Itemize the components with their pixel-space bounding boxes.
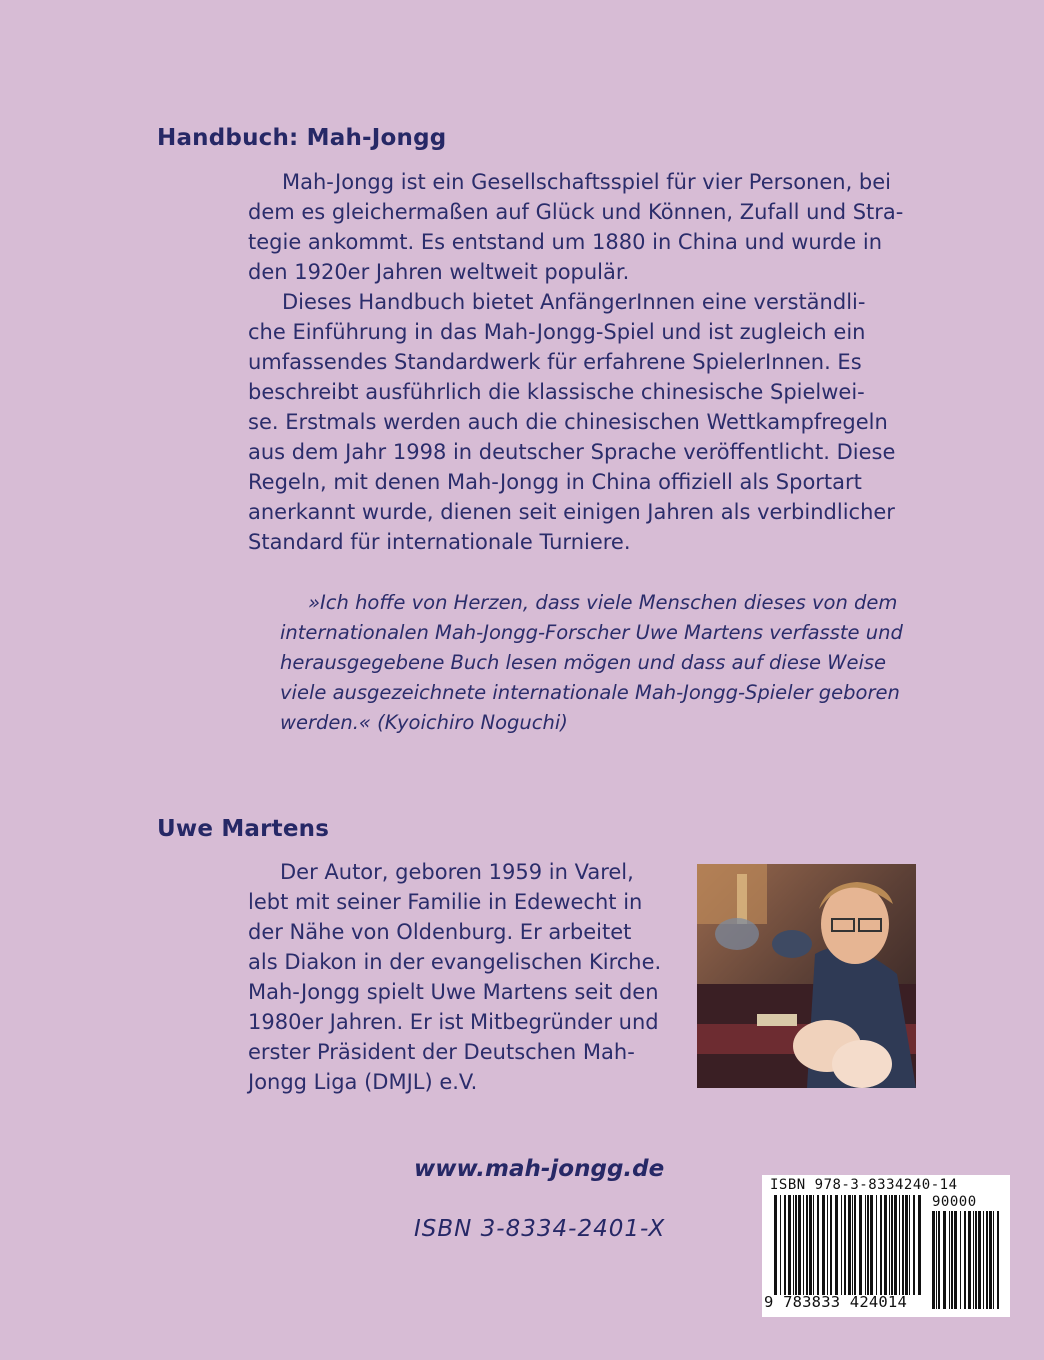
barcode-bar [841,1195,842,1295]
barcode-bar [876,1195,877,1295]
barcode-bar [989,1211,992,1309]
barcode-bar [899,1195,900,1295]
text-line: aus dem Jahr 1998 in deutscher Sprache veröffentlicht. Diese [248,440,896,464]
bio-line: 1980er Jahren. Er ist Mitbegründer und [248,1010,659,1034]
barcode-bar [870,1195,873,1295]
barcode-bar [891,1195,893,1295]
barcode-bar [918,1195,921,1295]
author-photo [697,864,916,1088]
barcode-bar [859,1195,862,1295]
barcode-bar [949,1211,950,1309]
bio-line: erster Präsident der Deutschen Mah- [248,1040,635,1064]
text-line: beschreibt ausführlich die klassische chinesische Spielwei- [248,380,865,404]
barcode-bar [964,1211,966,1309]
barcode-bar [884,1195,887,1295]
text-line: se. Erstmals werden auch die chinesischen Wettkampfregeln [248,410,888,434]
barcode-bar [975,1211,977,1309]
barcode-bar [803,1195,804,1295]
author-photo-illustration [697,864,916,1088]
section-heading-author: Uwe Martens [157,816,330,842]
text-line: Dieses Handbuch bietet AnfängerInnen eine verständli- [282,290,866,314]
barcode-bar [986,1211,988,1309]
barcode-bar [943,1211,946,1309]
barcode-bar [784,1195,786,1295]
barcode-bar [844,1195,846,1295]
text-line: che Einführung in das Mah-Jongg-Spiel und ist zugleich ein [248,320,866,344]
barcode-bar [795,1195,797,1295]
quote-line: viele ausgezeichnete internationale Mah-Jongg-Spieler geboren [280,681,900,704]
barcode-bar [960,1211,961,1309]
barcode-bar [951,1211,953,1309]
barcode-bar [936,1211,937,1309]
barcode-bar [788,1195,791,1295]
text-line: Mah-Jongg ist ein Gesellschaftsspiel für vier Personen, bei [282,170,892,194]
barcode-bar [913,1195,915,1295]
testimonial-quote [280,588,920,738]
barcode-bar [830,1195,832,1295]
quote-line: werden.« (Kyoichiro Noguchi) [280,711,568,734]
barcode-bar [905,1195,908,1295]
author-bio [248,857,678,1097]
barcode-bar [827,1195,828,1295]
quote-line: herausgegebene Buch lesen mögen und dass auf diese Weise [280,651,887,674]
text-line: tegie ankommt. Es entstand um 1880 in China und wurde in [248,230,883,254]
barcode-bar [809,1195,812,1295]
bio-line: lebt mit seiner Familie in Edewecht in [248,890,643,914]
section-heading-handbook: Handbuch: Mah-Jongg [157,125,447,151]
barcode-bar [852,1195,853,1295]
text-line: den 1920er Jahren weltweit populär. [248,260,630,284]
barcode-bar [813,1195,814,1295]
quote-line: »Ich hoffe von Herzen, dass viele Menschen dieses von dem [308,591,898,614]
barcode-bar [774,1195,777,1295]
barcode-bar [902,1195,904,1295]
barcode-bar [983,1211,984,1309]
barcode-bar [848,1195,851,1295]
bio-line: als Diakon in der evangelischen Kirche. [248,950,662,974]
barcode-addon: 90000 [932,1194,977,1210]
barcode-bar [798,1195,801,1295]
bio-line: der Nähe von Oldenburg. Er arbeitet [248,920,632,944]
barcode-bar [954,1211,957,1309]
barcode-bar [793,1195,794,1295]
barcode-bar [938,1211,940,1309]
barcode-bar [867,1195,869,1295]
barcode-bar [894,1195,897,1295]
barcode-isbn: ISBN 978-3-8334240-14 [770,1177,958,1193]
text-line: Regeln, mit denen Mah-Jongg in China offiziell als Sportart [248,470,862,494]
text-line: dem es gleichermaßen auf Glück und Können, Zufall und Stra- [248,200,904,224]
barcode-bar [889,1195,890,1295]
barcode-digits: 9 783833 424014 [764,1293,907,1311]
barcode-bar [968,1211,971,1309]
barcode-bar [978,1211,981,1309]
barcode [762,1175,1010,1317]
isbn-number: ISBN 3-8334-2401-X [414,1216,666,1242]
barcode-bar [993,1211,994,1309]
quote-line: internationalen Mah-Jongg-Forscher Uwe Martens verfasste und [280,621,903,644]
text-line: anerkannt wurde, dienen seit einigen Jahren als verbindlicher [248,500,895,524]
text-line: Standard für internationale Turniere. [248,530,631,554]
barcode-bar [880,1195,882,1295]
barcode-bar [854,1195,856,1295]
barcode-bar [932,1211,935,1309]
barcode-bar [997,1211,999,1309]
text-line: umfassendes Standardwerk für erfahrene SpielerInnen. Es [248,350,862,374]
bio-line: Der Autor, geboren 1959 in Varel, [280,860,634,884]
bio-line: Mah-Jongg spielt Uwe Martens seit den [248,980,659,1004]
barcode-bar [865,1195,866,1295]
barcode-bar [780,1195,781,1295]
barcode-bar [835,1195,838,1295]
barcode-bar [973,1211,974,1309]
bio-line: Jongg Liga (DMJL) e.V. [248,1070,478,1094]
barcode-bar [817,1195,819,1295]
website-link[interactable]: www.mah-jongg.de [414,1156,665,1182]
barcode-bar [822,1195,825,1295]
barcode-bar [806,1195,808,1295]
description-paragraph [248,287,913,557]
barcode-bar [909,1195,910,1295]
intro-paragraph [248,167,913,287]
